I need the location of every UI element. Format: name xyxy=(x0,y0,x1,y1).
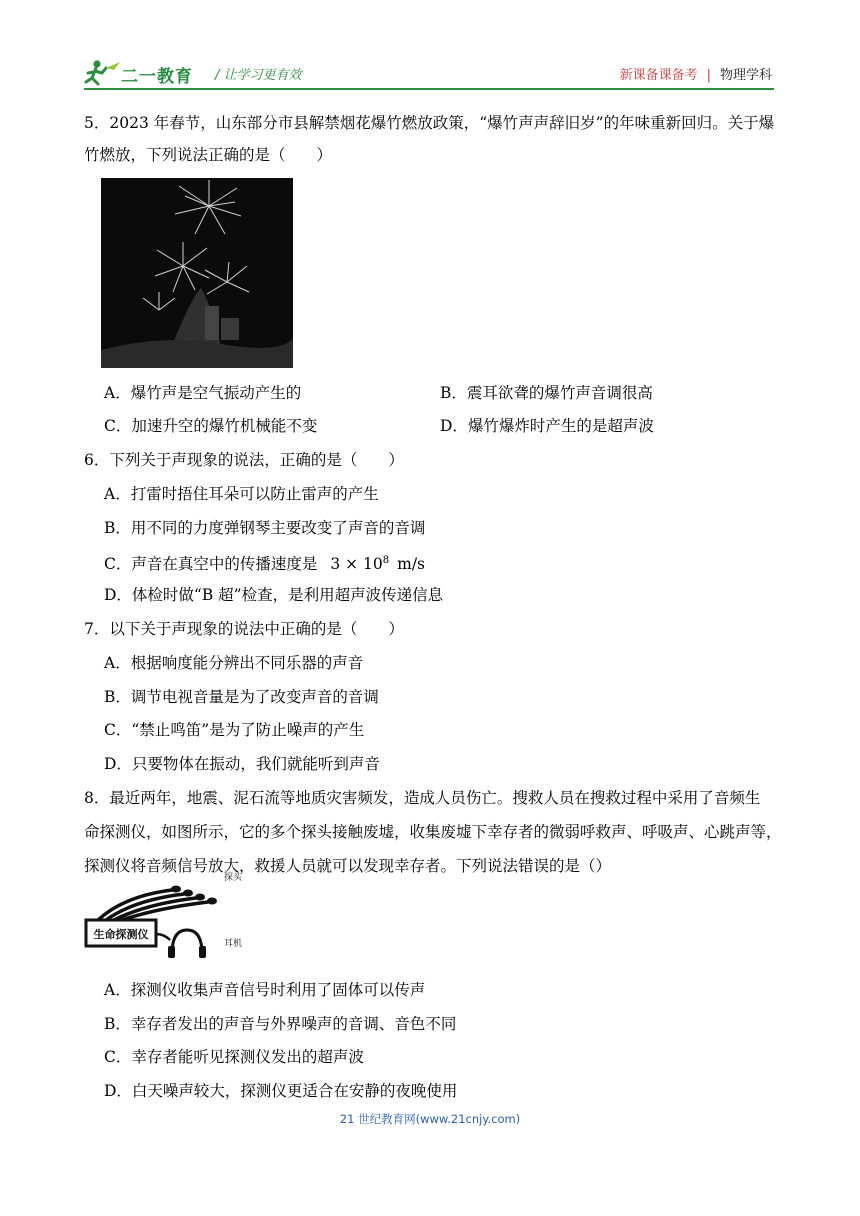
formula-exponent: 8 xyxy=(382,555,390,566)
question-5-option-a: A．爆竹声是空气振动产生的 xyxy=(104,384,302,402)
question-7-option-d: D．只要物体在振动，我们就能听到声音 xyxy=(104,755,380,773)
question-5-option-b: B．震耳欲聋的爆竹声音调很高 xyxy=(440,384,653,402)
formula-base: 3 × 10 xyxy=(330,555,383,574)
fireworks-photo xyxy=(101,178,293,368)
probe-label: 探头 xyxy=(224,873,243,883)
device-label: 生命探测仪 xyxy=(93,928,149,941)
header-right xyxy=(620,64,772,83)
header-tagline: 新课备课备考 xyxy=(619,68,698,83)
question-8-option-b: B．幸存者发出的声音与外界噪声的音调、音色不同 xyxy=(104,1015,457,1033)
question-7-stem: 7．以下关于声现象的说法中正确的是（ ） xyxy=(84,620,404,638)
question-8-stem-line-2: 命探测仪，如图所示，它的多个探头接触废墟，收集废墟下幸存者的微弱呼救声、呼吸声、心跳声等， xyxy=(84,823,782,841)
header-slogan: / 让学习更有效 xyxy=(215,68,302,83)
question-8-stem-line-3: 探测仪将音频信号放大，救援人员就可以发现幸存者。下列说法错误的是（） xyxy=(84,857,612,875)
question-8-option-d: D．白天噪声较大，探测仪更适合在安静的夜晚使用 xyxy=(104,1082,458,1100)
header-divider xyxy=(84,88,774,90)
question-8-option-c: C．幸存者能听见探测仪发出的超声波 xyxy=(104,1048,364,1066)
logo-text: 二一教育 xyxy=(121,67,193,87)
question-8-option-a: A．探测仪收集声音信号时利用了固体可以传声 xyxy=(104,981,426,999)
question-6-option-a: A．打雷时捂住耳朵可以防止雷声的产生 xyxy=(104,485,379,503)
question-6-formula xyxy=(330,555,425,573)
earphone-label: 耳机 xyxy=(224,939,243,949)
question-6-stem: 6．下列关于声现象的说法，正确的是（ ） xyxy=(84,451,404,469)
question-5-stem-line-2: 竹燃放，下列说法正确的是（ ） xyxy=(84,146,333,164)
formula-unit: m/s xyxy=(397,555,425,574)
question-6-option-c xyxy=(104,551,425,574)
page-header xyxy=(0,0,860,100)
question-5-option-d: D．爆竹爆炸时产生的是超声波 xyxy=(440,417,654,435)
question-8-stem-line-1: 8．最近两年，地震、泥石流等地质灾害频发，造成人员伤亡。搜救人员在搜救过程中采用了音频生 xyxy=(84,789,761,807)
question-6-option-c-text: C．声音在真空中的传播速度是 xyxy=(104,555,318,574)
question-7-option-b: B．调节电视音量是为了改变声音的音调 xyxy=(104,688,379,706)
question-6-option-b: B．用不同的力度弹钢琴主要改变了声音的音调 xyxy=(104,519,426,537)
header-separator: | xyxy=(706,68,711,83)
question-7-option-a: A．根据响度能分辨出不同乐器的声音 xyxy=(104,654,364,672)
question-6-option-d: D．体检时做“B 超”检查，是利用超声波传递信息 xyxy=(104,586,444,604)
question-5-stem-line-1: 5．2023 年春节，山东部分市县解禁烟花爆竹燃放政策，“爆竹声声辞旧岁”的年味重新回归。关于爆 xyxy=(84,114,775,132)
question-5-option-c: C．加速升空的爆竹机械能不变 xyxy=(104,417,318,435)
header-subject: 物理学科 xyxy=(719,68,772,83)
life-detector-diagram xyxy=(84,868,254,962)
question-7-option-c: C．“禁止鸣笛”是为了防止噪声的产生 xyxy=(104,721,365,739)
footer-source: 21 世纪教育网(www.21cnjy.com) xyxy=(339,1112,521,1126)
